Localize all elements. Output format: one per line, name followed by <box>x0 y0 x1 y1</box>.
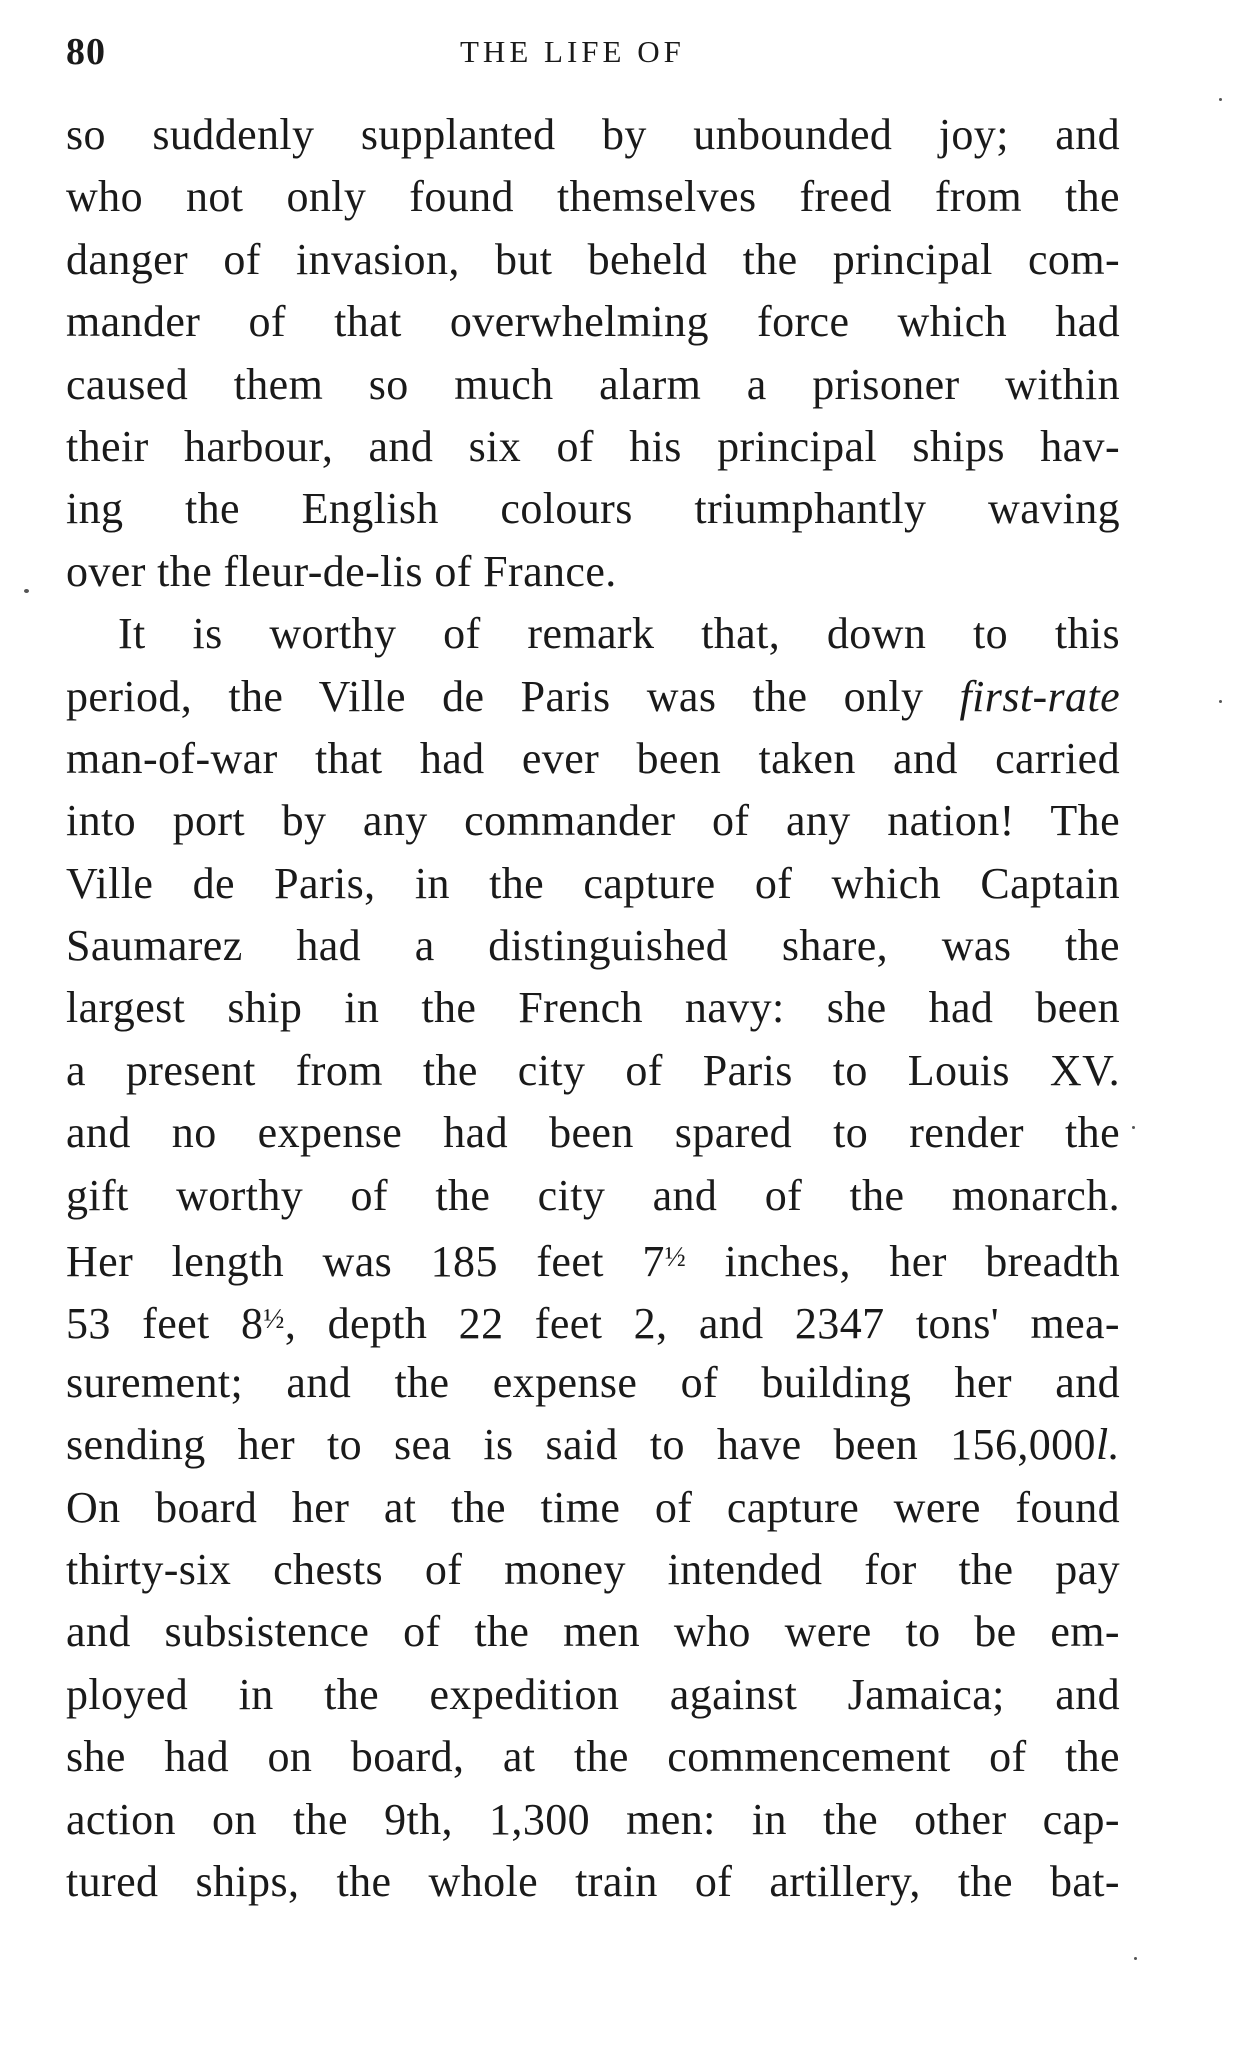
paragraph-end-line: over the fleur-de-lis of France. <box>66 546 617 596</box>
text-line: a present from the city of Paris to Louis XV. <box>66 1045 1120 1095</box>
text-line: largest ship in the French navy: she had been <box>66 983 1120 1033</box>
speck <box>1134 1957 1137 1960</box>
text-line: action on the 9th, 1,300 men: in the other cap- <box>66 1794 1120 1844</box>
text-line: their harbour, and six of his principal ships hav- <box>66 421 1120 471</box>
text-line: man-of-war that had ever been taken and carried <box>66 733 1120 783</box>
text-line: who not only found themselves freed from the <box>66 172 1120 222</box>
text-line: into port by any commander of any nation! The <box>66 796 1120 846</box>
fraction: ½ <box>263 1304 285 1336</box>
text-line: mander of that overwhelming force which had <box>66 297 1120 347</box>
text-line: surement; and the expense of building her and <box>66 1357 1120 1407</box>
fraction: ½ <box>664 1242 687 1274</box>
text-line: so suddenly supplanted by unbounded joy; and <box>66 110 1120 159</box>
body-text <box>66 104 1120 1913</box>
text-line: danger of invasion, but beheld the principal com- <box>66 234 1120 284</box>
speck <box>1219 98 1222 101</box>
text-line: gift worthy of the city and of the monarch. <box>66 1170 1120 1220</box>
paragraph-first-line: It is worthy of remark that, down to this <box>118 609 1120 659</box>
text-line: and subsistence of the men who were to be em- <box>66 1607 1120 1657</box>
text-line: she had on board, at the commencement of the <box>66 1732 1120 1782</box>
text-line: caused them so much alarm a prisoner within <box>66 359 1120 409</box>
text-line: ing the English colours triumphantly waving <box>66 484 1120 534</box>
text-line: and no expense had been spared to render the <box>66 1108 1120 1158</box>
page-number: 80 <box>66 31 106 73</box>
text-line: Ville de Paris, in the capture of which Captain <box>66 858 1120 908</box>
italic-currency: l. <box>1095 1420 1120 1470</box>
text-line: Her length was 185 feet $7^{\frac{1}{2}}$ inches, her breadth <box>66 1236 1120 1286</box>
speck <box>1132 1126 1135 1129</box>
text-line: On board her at the time of capture were found <box>66 1482 1120 1532</box>
text-line: period, the Ville de Paris was the only first-rate <box>66 671 1120 721</box>
text-line: tured ships, the whole train of artillery, the bat- <box>66 1856 1120 1906</box>
text-line: Saumarez had a distinguished share, was the <box>66 921 1120 971</box>
text-line: ployed in the expedition against Jamaica; and <box>66 1669 1120 1719</box>
text-line: sending her to sea is said to have been 156,000l. <box>66 1420 1120 1470</box>
italic-term: first-rate <box>959 671 1120 721</box>
speck <box>24 589 29 593</box>
text-line: thirty-six chests of money intended for the pay <box>66 1544 1120 1594</box>
speck <box>1219 700 1222 703</box>
text-line: 53 feet $8^{\frac{1}{2}}$, depth 22 feet 2, and 2347 tons' mea- <box>66 1299 1120 1349</box>
running-title: THE LIFE OF <box>460 34 685 69</box>
running-head <box>66 30 1121 80</box>
